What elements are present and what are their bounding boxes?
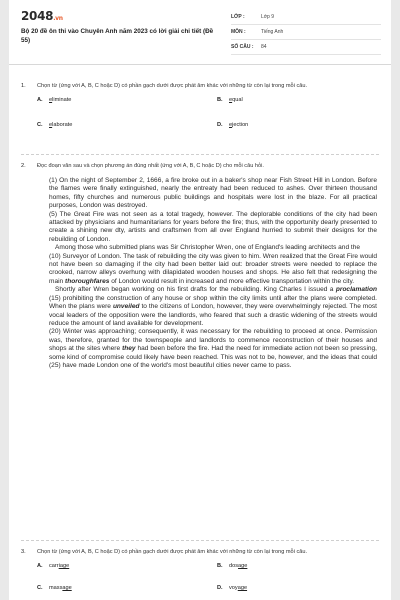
passage-text: (10) Surveyor of London. The task of rebuilding the city was given to him. Wren realized that the Great Fire would not have been so damaging if the city had been better laid out: broader streets were needed to replace the crooked, narrow alleys overhung with dilapidated wooden houses and shops. He also felt that redesigning the main bbox=[49, 252, 377, 285]
question-number: 2. bbox=[21, 163, 26, 169]
passage-keyword: they bbox=[122, 345, 136, 353]
passage-text: (15) prohibiting the construction of any house or shop within the city limits until after the plans were completed. When the plans were bbox=[49, 294, 377, 311]
meta-count-label: SỐ CÂU : bbox=[231, 44, 254, 50]
option-word-end: jection bbox=[232, 122, 249, 128]
passage-text: to the citizens of London, however, they were overwhelmingly rejected. The most vocal leaders of the opposition were the landlords, who feared that such a drastic widening of the streets would reduce the amount of land available for development. bbox=[49, 303, 377, 327]
question-number: 3. bbox=[21, 549, 26, 555]
passage-text: Shortly after Wren began working on his first drafts for the rebuilding. King Charles I issued a bbox=[55, 286, 336, 294]
option-c[interactable] bbox=[37, 584, 72, 592]
option-underlined-part: age bbox=[62, 585, 72, 591]
option-a[interactable] bbox=[37, 562, 69, 570]
reading-passage bbox=[49, 177, 377, 370]
option-letter: D. bbox=[217, 585, 223, 591]
passage-keyword: unveiled bbox=[112, 303, 140, 311]
meta-grade-value: Lớp 9 bbox=[261, 14, 275, 20]
passage-keyword: thoroughfares bbox=[65, 277, 110, 285]
meta-subject bbox=[231, 25, 381, 40]
question-2 bbox=[21, 162, 381, 370]
option-underlined-part: e bbox=[229, 122, 233, 128]
site-logo[interactable] bbox=[21, 9, 63, 23]
option-word-end: liminate bbox=[52, 97, 72, 103]
option-underlined-part: e bbox=[49, 122, 53, 128]
meta-subject-label: MÔN : bbox=[231, 29, 246, 35]
passage-paragraph: (5) The Great Fire was not seen as a total tragedy, however. The deplorable conditions of the city had been attacked by physicians and humanitarians for years before the fire; thus, with the opportunity dearly presented to create a shining new dty, artists and craftsmen from all over England hurried to submit their designs for the rebuilding of London. bbox=[49, 210, 377, 243]
option-c[interactable] bbox=[37, 121, 72, 129]
option-word-start: voy bbox=[229, 585, 238, 591]
option-underlined-part: e bbox=[49, 97, 53, 103]
option-letter: A. bbox=[37, 563, 43, 569]
passage-keyword: proclamation bbox=[335, 286, 377, 294]
logo-text: 2048 bbox=[21, 9, 54, 23]
passage-paragraph bbox=[49, 253, 377, 287]
option-b[interactable] bbox=[217, 96, 243, 104]
option-underlined-part: age bbox=[237, 585, 248, 591]
question-stem: Chọn từ (ứng với A, B, C hoặc D) có phần gạch dưới được phát âm khác với những từ còn lại trong mỗi câu. bbox=[37, 83, 308, 89]
option-d[interactable] bbox=[217, 121, 248, 129]
document-page bbox=[9, 0, 391, 600]
meta-subject-value: Tiếng Anh bbox=[261, 29, 284, 35]
question-3 bbox=[21, 548, 381, 596]
document-meta bbox=[231, 10, 381, 55]
question-stem: Chọn từ (ứng với A, B, C hoặc D) có phần gạch dưới được phát âm khác với những từ còn lại trong mỗi câu. bbox=[37, 549, 308, 555]
logo-suffix: .vn bbox=[53, 15, 63, 22]
question-stem: Đọc đoạn văn sau và chọn phương án đúng nhất (ứng với A, B, C hoặc D) cho mỗi câu hỏi. bbox=[37, 163, 264, 169]
option-a[interactable] bbox=[37, 96, 71, 104]
meta-count-value: 84 bbox=[261, 44, 267, 50]
question-divider bbox=[21, 540, 379, 541]
passage-text: (20) Winter was approaching; consequently, it was necessary for the rebuilding to proceed at once. Permission was, therefore, granted for the townspeople and landlords to commence reconstruction of their houses and shops at the sites where bbox=[49, 328, 377, 353]
passage-text: of London would result in increased and more effective transportation within the city. bbox=[109, 277, 355, 285]
option-word-start: dos bbox=[229, 563, 239, 569]
passage-paragraph bbox=[49, 328, 377, 370]
question-divider bbox=[21, 154, 379, 155]
option-letter: B. bbox=[217, 563, 223, 569]
answer-options bbox=[37, 96, 381, 130]
page-header bbox=[9, 0, 391, 65]
passage-paragraph: Among those who submitted plans was Sir Christopher Wren, one of England's leading architects and the bbox=[55, 244, 361, 252]
meta-grade-label: LỚP : bbox=[231, 14, 245, 20]
option-b[interactable] bbox=[217, 562, 247, 570]
option-letter: A. bbox=[37, 97, 43, 103]
option-letter: D. bbox=[217, 122, 223, 128]
option-word-start: mass bbox=[49, 585, 63, 591]
passage-paragraph bbox=[49, 286, 377, 328]
option-letter: C. bbox=[37, 122, 43, 128]
option-underlined-part: e bbox=[229, 97, 233, 103]
option-underlined-part: iage bbox=[58, 563, 70, 569]
meta-count bbox=[231, 40, 381, 55]
option-letter: C. bbox=[37, 585, 43, 591]
answer-options bbox=[37, 562, 381, 596]
question-number: 1. bbox=[21, 83, 26, 89]
option-underlined-part: age bbox=[238, 563, 248, 569]
option-word-end: qual bbox=[232, 97, 243, 103]
option-word-start: carr bbox=[49, 563, 59, 569]
question-1 bbox=[21, 82, 381, 130]
option-d[interactable] bbox=[217, 584, 247, 592]
passage-paragraph: (1) On the night of September 2, 1666, a fire broke out in a baker's shop near Fish Street Hill in London. Before the flames were finally extinguished, nearly the entreaty had been reduced to ashes. Over thirteen thousand homes, fifty churches and numerous public buildings and hospitals were lost in the blaze. For all practical purposes, London was destroyed. bbox=[49, 177, 377, 210]
passage-text: had been before the fire. Had the need for immediate action not been so pressing, some kind of compromise could likely have been reached. This was not to be, however, and the ideas that could (25) have made London one of the world's most beautiful cities never came to pass. bbox=[49, 345, 377, 369]
document-title: Bộ 20 đề ôn thi vào Chuyên Anh năm 2023 có lời giải chi tiết (Đề 55) bbox=[21, 28, 214, 44]
option-word-end: laborate bbox=[52, 122, 73, 128]
meta-grade bbox=[231, 10, 381, 25]
option-letter: B. bbox=[217, 97, 223, 103]
